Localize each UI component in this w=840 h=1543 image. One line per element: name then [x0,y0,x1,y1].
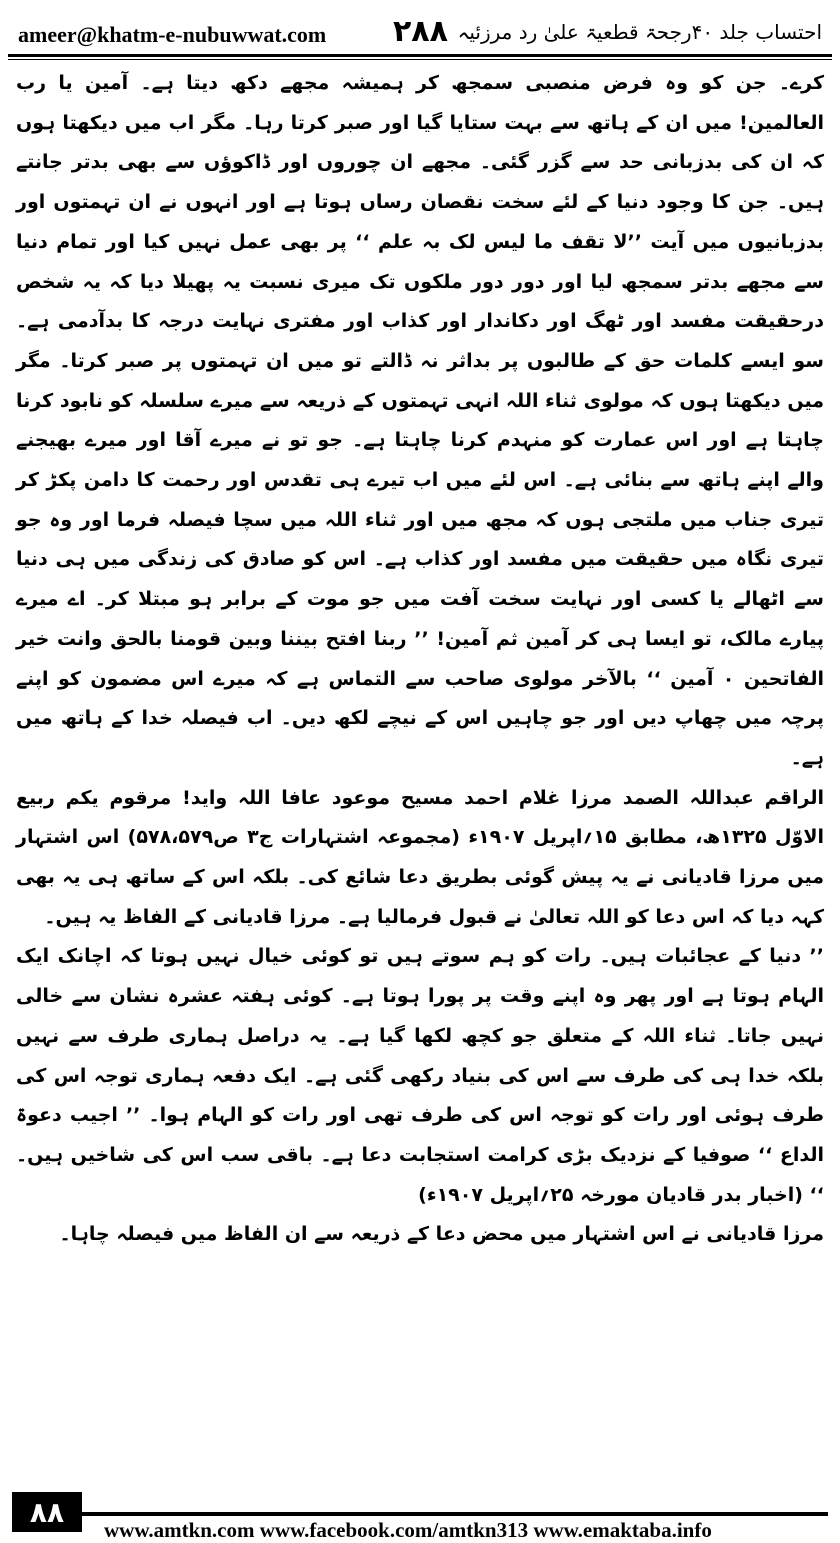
footer-page-badge: ۸۸ [12,1492,82,1532]
footer-links: www.amtkn.com www.facebook.com/amtkn313 www.emaktaba.info [104,1518,712,1542]
body-text [16,64,824,1462]
paragraph-main: کرے۔ جن کو وہ فرض منصبی سمجھ کر ہمیشہ مجھے دکھ دیتا ہے۔ آمین یا رب العالمین! میں ان کے ہاتھ سے بہت ستایا گیا اور صبر کرتا رہا۔ مگر اب میں دیکھتا ہوں کہ ان کی بدزبانی حد سے گزر گئی۔ مجھے ان چوروں اور ڈاکوؤں سے بھی بدتر جانتے ہیں۔ جن کا وجود دنیا کے لئے سخت نقصان رساں ہوتا ہے اور انہوں نے ان تہمتوں اور بدزبانیوں میں آیت ’’لا تقف ما لیس لک بہ علم ‘‘ پر بھی عمل نہیں کیا اور تمام دنیا سے مجھے بدتر سمجھ لیا اور دور دور ملکوں تک میری نسبت یہ پھیلا دیا کہ یہ شخص درحقیقت مفسد اور ٹھگ اور دکاندار اور کذاب اور مفتری نہایت درجہ کا بدآدمی ہے۔ سو ایسے کلمات حق کے طالبوں پر بداثر نہ ڈالتے تو میں ان تہمتوں پر صبر کرتا۔ مگر میں دیکھتا ہوں کہ مولوی ثناء اللہ انہی تہمتوں کے ذریعہ سے میرے سلسلہ کو نابود کرنا چاہتا ہے اور اس عمارت کو منہدم کرنا چاہتا ہے۔ جو تو نے میرے آقا اور میرے بھیجنے والے اپنے ہاتھ سے بنائی ہے۔ اس لئے میں اب تیرے ہی تقدس اور رحمت کا دامن پکڑ کر تیری جناب میں ملتجی ہوں کہ مجھ میں اور ثناء اللہ میں سچا فیصلہ فرما اور وہ جو تیری نگاہ میں حقیقت میں مفسد اور کذاب ہے۔ اس کو صادق کی زندگی میں ہی دنیا سے اٹھالے یا کسی اور نہایت سخت آفت میں جو موت کے برابر ہو مبتلا کر۔ اے میرے پیارے مالک، تو ایسا ہی کر آمین ثم آمین! ’’ ربنا افتح بیننا وبین قومنا بالحق وانت خیر الفاتحین ۰ آمین ‘‘ بالآخر مولوی صاحب سے التماس ہے کہ میرے اس مضمون کو اپنے پرچہ میں چھاپ دیں اور جو چاہیں اس کے نیچے لکھ دیں۔ اب فیصلہ خدا کے ہاتھ میں ہے۔ [16,72,824,769]
footer-rule [82,1512,828,1516]
header-rule-thin [8,59,832,60]
paragraph-quote: ’’ دنیا کے عجائبات ہیں۔ رات کو ہم سوتے ہیں تو کوئی خیال نہیں ہوتا کہ اچانک ایک الہام ہوتا ہے اور پھر وہ اپنے وقت پر پورا ہوتا ہے۔ کوئی ہفتہ عشرہ نشان سے خالی نہیں جاتا۔ ثناء اللہ کے متعلق جو کچھ لکھا گیا ہے۔ یہ دراصل ہماری طرف سے نہیں بلکہ خدا ہی کی طرف سے اس کی بنیاد رکھی گئی ہے۔ ایک دفعہ ہماری توجہ اس کی طرف ہوئی اور رات کو توجہ اس کی طرف تھی اور رات کو الہام ہوا۔ ’’ اجیب دعوۃ الداع ‘‘ صوفیا کے نزدیک بڑی کرامت استجابت دعا ہے۔ باقی سب اس کی شاخیں ہیں۔ ‘‘ (اخبار بدر قادیان مورخہ ۲۵؍اپریل ۱۹۰۷ء) [16,945,824,1206]
page-header [8,10,832,50]
page-footer [0,1490,840,1540]
header-rule-thick [8,54,832,57]
page-number: ۲۸۸ [393,14,448,49]
header-email: ameer@khatm-e-nubuwwat.com [18,22,327,47]
running-title: احتساب جلد ۴۰رجحۃ قطعیۃ علیٰ رد مرزئیہ [457,20,822,44]
paragraph-closing: مرزا قادیانی نے اس اشتہار میں محض دعا کے ذریعہ سے ان الفاظ میں فیصلہ چاہا۔ [59,1223,824,1246]
paragraph-signature: الراقم عبداللہ الصمد مرزا غلام احمد مسیح موعود عافا اللہ واید! مرقوم یکم ربیع الاوّل ۱۳۲۵ھ، مطابق ۱۵؍اپریل ۱۹۰۷ء (مجموعہ اشتہارات ج۳ ص۵۷۸،۵۷۹) اس اشتہار میں مرزا قادیانی نے یہ پیش گوئی بطریق دعا شائع کی۔ بلکہ اس کے ساتھ ہی یہ بھی کہہ دیا کہ اس دعا کو اللہ تعالیٰ نے قبول فرمالیا ہے۔ مرزا قادیانی کے الفاظ یہ ہیں۔ [16,786,824,928]
